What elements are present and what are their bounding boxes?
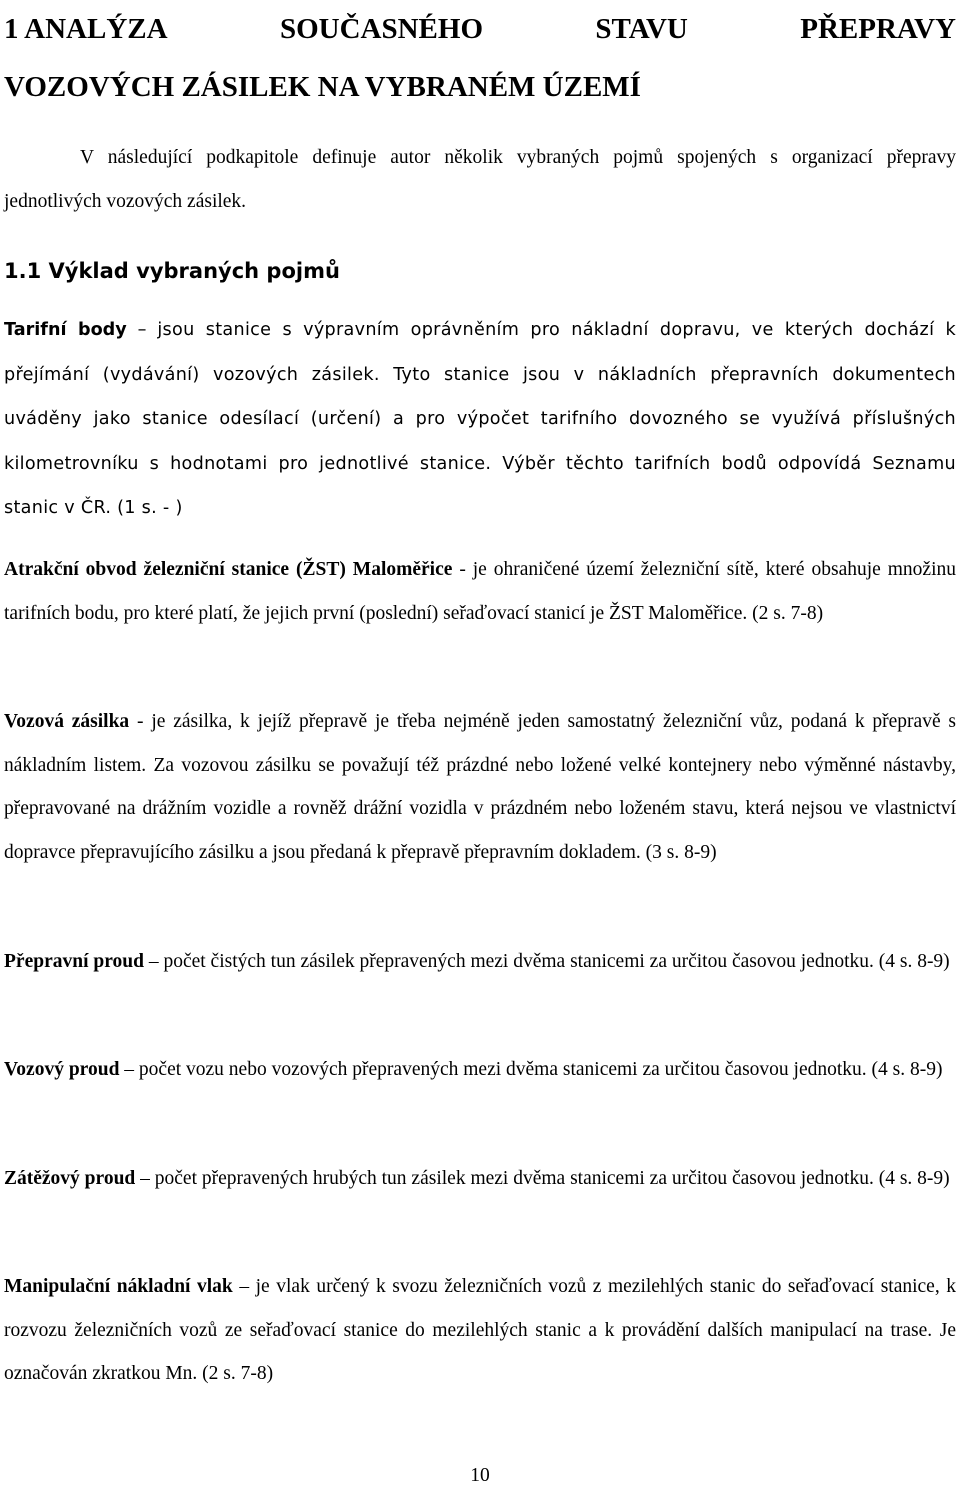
definition-text: počet vozu nebo vozových přepravených mezi dvěma stanicemi za určitou časovou jednotku. (4 s. 8-9)	[138, 1059, 943, 1080]
definition-separator: -	[129, 711, 152, 732]
chapter-title-word: PŘEPRAVY	[800, 13, 956, 45]
definition-term: Vozová zásilka	[4, 711, 130, 732]
chapter-title-word: STAVU	[595, 13, 688, 45]
definition-text: počet přepravených hrubých tun zásilek mezi dvěma stanicemi za určitou časovou jednotku. (4 s. 8-9)	[154, 1168, 950, 1189]
definition-separator: -	[452, 559, 473, 580]
definition-text: je zásilka, k jejíž přepravě je třeba nejméně jeden samostatný železniční vůz, podaná k přepravě s nákladním listem. Za vozovou zásilku se považují též prázdné nebo ložené velké kontejnery nebo výměnné nástavby, přepravované na drážním vozidle a rovněž drážní vozidla v prázdném nebo loženém stavu, která nejsou ve vlastnictví dopravce přepravujícího zásilku a jsou předaná k přepravě přepravním dokladem. (3 s. 8-9)	[4, 711, 957, 863]
definition-text: je ohraničené území železniční sítě, které obsahuje množinu tarifních bodu, pro které platí, že jejich první (poslední) seřaďovací stanicí je ŽST Maloměřice. (2 s. 7-8)	[4, 559, 956, 624]
definition-vozova-zasilka	[4, 700, 956, 874]
definition-term: Atrakční obvod železniční stanice (ŽST) Maloměřice	[4, 559, 453, 580]
definition-vozovy-proud	[4, 1048, 956, 1092]
definition-term: Přepravní proud	[4, 951, 144, 972]
chapter-title-line-1	[4, 0, 956, 58]
definition-zatezovy-proud	[4, 1157, 956, 1201]
definition-term: Tarifní body	[4, 320, 127, 340]
intro-paragraph: V následující podkapitole definuje autor několik vybraných pojmů spojených s organizací přepravy jednotlivých vozových zásilek.	[4, 147, 956, 212]
definition-separator: –	[126, 320, 158, 340]
page-number: 10	[470, 1465, 490, 1486]
definition-text-sans: jsou stanice s výpravním oprávněním pro nákladní dopravu, ve kterých dochází k přejímání (vydávání) vozových zásilek.	[4, 320, 956, 385]
definition-text: je vlak určený k svozu železničních vozů z mezilehlých stanic do seřaďovací stanice, k rozvozu železničních vozů ze seřaďovací stanice do mezilehlých stanic a k provádění dalších manipulací na trase. Je označován zkratkou Mn. (2 s. 7-8)	[4, 1276, 957, 1384]
definition-separator: –	[135, 1168, 155, 1189]
definition-prepravni-proud	[4, 940, 956, 984]
definition-tarifni-body	[4, 308, 956, 531]
definition-term: Vozový proud	[4, 1059, 120, 1080]
definition-atrakcni-obvod	[4, 548, 956, 635]
definition-term: Manipulační nákladní vlak	[4, 1276, 233, 1297]
chapter-title	[4, 0, 956, 116]
chapter-title-word: SOUČASNÉHO	[279, 13, 484, 45]
definition-manipulacni-vlak	[4, 1265, 956, 1396]
chapter-title-word: 1 ANALÝZA	[4, 13, 168, 45]
chapter-title-line-2: VOZOVÝCH ZÁSILEK NA VYBRANÉM ÚZEMÍ	[4, 71, 641, 103]
definition-text: počet čistých tun zásilek přepravených mezi dvěma stanicemi za určitou časovou jednotku. (4 s. 8-9)	[163, 951, 950, 972]
definition-term: Zátěžový proud	[4, 1168, 136, 1189]
definition-text: Tyto stanice jsou v nákladních přepravních dokumentech uváděny jako stanice odesílací (určení) a pro výpočet tarifního dovozného se využívá příslušných kilometrovníku s hodnotami pro jednotlivé stanice. Výběr těchto tarifních bodů odpovídá Seznamu stanic v ČR. (1 s. - )	[4, 364, 957, 518]
section-title: 1.1 Výklad vybraných pojmů	[4, 259, 340, 283]
definition-separator: –	[119, 1059, 139, 1080]
definition-separator: –	[143, 951, 164, 972]
definition-separator: –	[232, 1276, 256, 1297]
